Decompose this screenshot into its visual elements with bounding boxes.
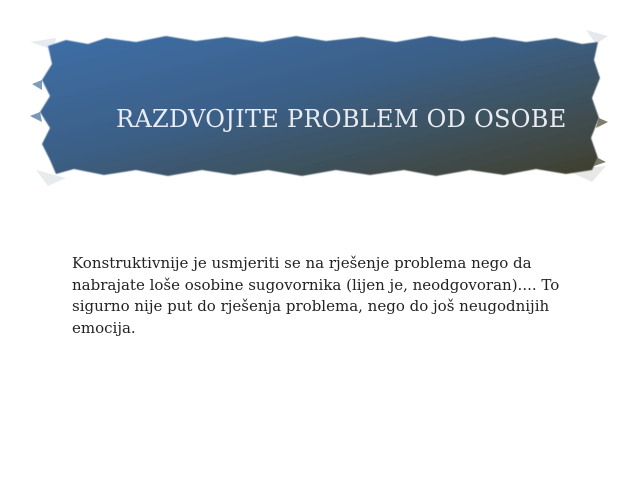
slide-title: RAZDVOJITE PROBLEM OD OSOBE bbox=[116, 105, 567, 133]
slide-body-text: Konstruktivnije je usmjeriti se na rješenje problema nego da nabrajate loše osobine sugovornika (lijen je, neodgovoran).... To sigurno nije put do rješenja problema, nego do još neugodnijih emocija. bbox=[72, 254, 560, 337]
title-banner bbox=[26, 20, 610, 188]
